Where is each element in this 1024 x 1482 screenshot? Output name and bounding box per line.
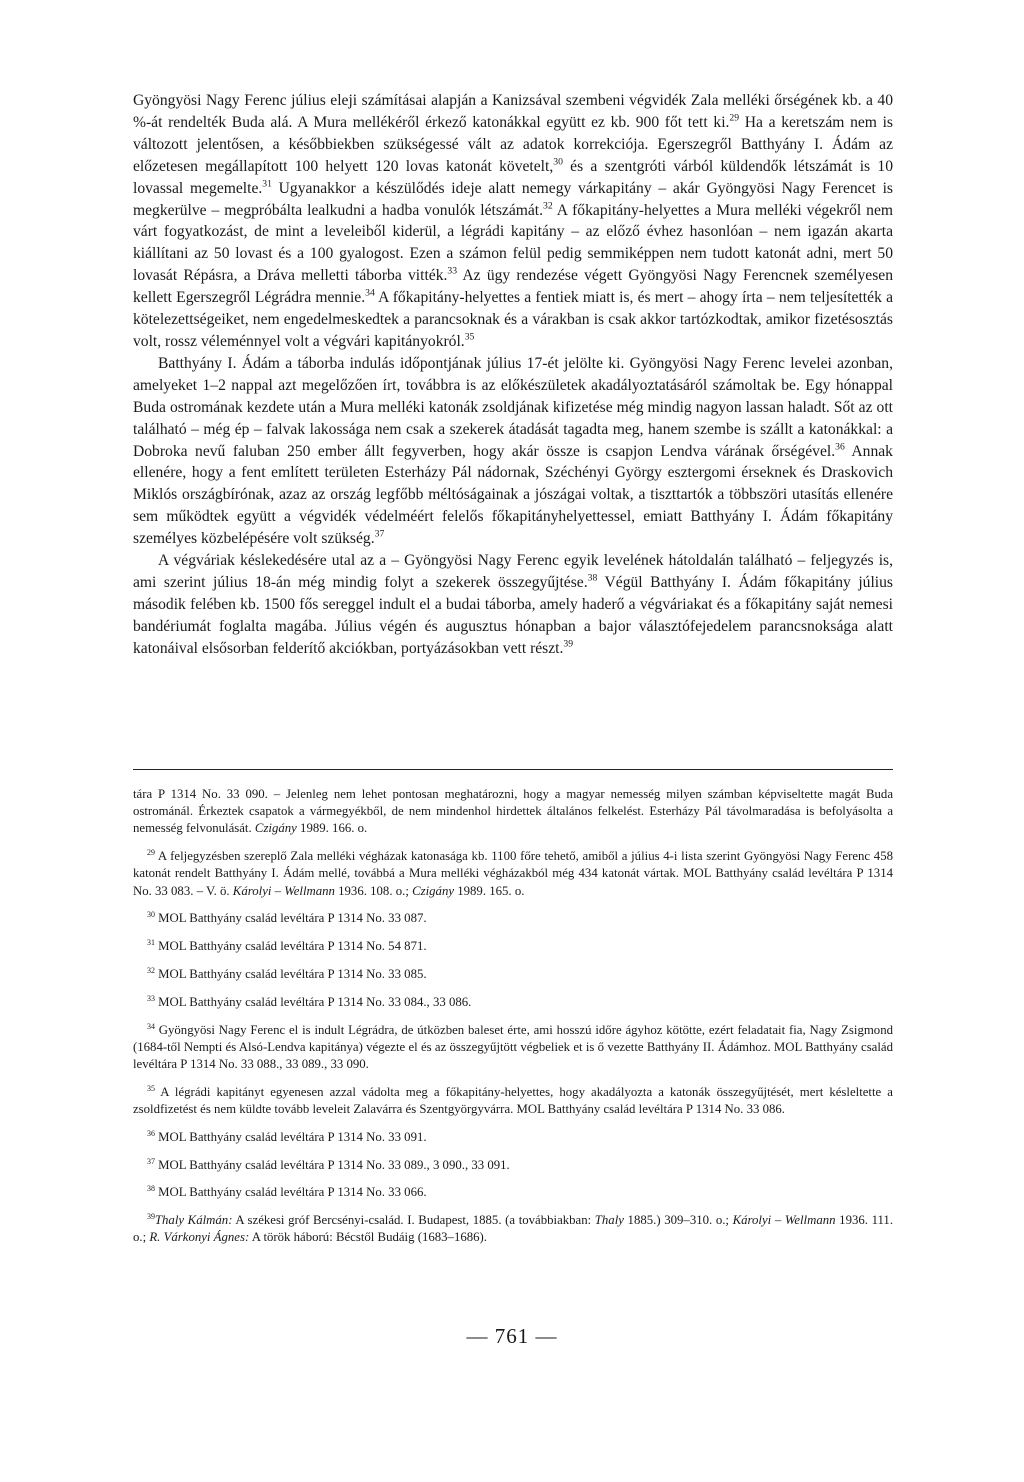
italic-ref: Czigány bbox=[254, 821, 297, 836]
footnote-35 bbox=[133, 1084, 893, 1118]
text-run: A végváriak késlekedésére utal az a – Gyöngyösi Nagy Ferenc egyik levelének hátoldalán található – feljegyzés is, ami szerint július 18-án még mindig folyt a szekerek összegyűjtése. bbox=[133, 552, 893, 591]
text-run: 1936. 111. o.; bbox=[133, 1213, 894, 1245]
paragraph-1 bbox=[133, 90, 893, 353]
text-run: Annak ellenére, hogy a fent említett területen Esterházy Pál nádornak, Széchényi György esztergomi érseknek és Draskovich Miklós országbírónak, azaz az ország legfőbb méltóságainak a jószágai voltak, a tiszttartók a többszöri utasítás ellenére sem működtek együtt a végvidék védelméért felelős főkapitányhelyettessel, emiatt Batthyány I. Ádám főkapitány személyes közbelépésére volt szükség. bbox=[133, 442, 893, 548]
footnote-32 bbox=[133, 966, 893, 983]
footnote-number: 36 bbox=[147, 1128, 155, 1138]
text-run: Ugyanakkor a készülődés ideje alatt nemegy várkapitány – akár Gyöngyösi Nagy Ferencet is megkerülve – megpróbálta lealkudni a hadba vonulók létszámát. bbox=[133, 179, 893, 219]
footnote-ref-39[interactable]: 39 bbox=[563, 638, 574, 650]
paragraph-2 bbox=[133, 353, 893, 550]
footnote-continuation bbox=[133, 786, 893, 838]
footnote-38 bbox=[133, 1184, 893, 1201]
text-run: 1989. 165. o. bbox=[454, 883, 525, 898]
text-run: A főkapitány-helyettes a fentiek miatt is, és mert – ahogy írta – nem teljesítették a kötelezettségeiket, nem engedelmeskedtek a parancsoknak és a várakban is csak akkor tartózkodtak, amikor fizetésosztás volt, rossz véleménnyel volt a végvári kapitányokról. bbox=[133, 289, 893, 350]
footnote-number: 35 bbox=[147, 1083, 155, 1093]
paragraph-3 bbox=[133, 550, 893, 660]
footnote-number: 31 bbox=[147, 938, 155, 948]
footnote-number: 39 bbox=[147, 1212, 155, 1222]
footnote-divider bbox=[133, 769, 893, 770]
text-run: A légrádi kapitányt egyenesen azzal vádolta meg a főkapitány-helyettes, hogy akadályozta a katonák összegyűjtését, mert késleltette a zsoldfizetést és nem küldte tovább leveleit Zalavárra és Szentgyörgyvárra. MOL Batthyány család levéltára P 1314 No. 33 086. bbox=[133, 1084, 893, 1116]
italic-ref: Károlyi – Wellmann bbox=[732, 1213, 836, 1228]
text-run: A főkapitány-helyettes a Mura melléki végekről nem várt fogyatkozást, de mint a leveleiből kiderül, a légrádi kapitány – az előző évhez hasonlóan – nem igazán akarta kiállítani az 50 lovast és a 100 gyalogost. Ezen a számon felül pedig semmiképpen nem tudott katonát adni, mert 50 lovasát Répásra, a Dráva melletti táborba vitték. bbox=[133, 201, 893, 285]
text-run: MOL Batthyány család levéltára P 1314 No. 33 091. bbox=[154, 1129, 427, 1144]
page-number: — 761 — bbox=[466, 1324, 558, 1348]
text-run: A feljegyzésben szereplő Zala melléki végházak katonasága kb. 1100 főre tehető, amiből a július 4-i lista szerint Gyöngyösi Nagy Ferenc 458 katonát rendelt Batthyány I. Ádám mellé, továbbá a Mura melléki végházakból még 434 katonát vártak. MOL Batthyány család levéltára P 1314 No. 33 083. – V. ö. bbox=[133, 849, 893, 898]
text-run: Végül Batthyány I. Ádám főkapitány július második felében kb. 1500 fős sereggel indult el a budai táborba, amely haderő a végváriakat és a főkapitány saját nemesi bandériumát foglalta magába. Július végén és augusztus hónapban a bajor választófejedelem parancsnoksága alatt katonáival elsősorban felderítő akciókban, portyázásokban vett részt. bbox=[133, 573, 893, 657]
italic-ref: Czigány bbox=[412, 883, 455, 898]
footnote-number: 33 bbox=[147, 993, 155, 1003]
text-run: Az ügy rendezése végett Gyöngyösi Nagy Ferencnek személyesen kellett Egerszegről Légrádra mennie. bbox=[133, 267, 894, 307]
footnote-number: 29 bbox=[147, 848, 155, 858]
text-run: Gyöngyösi Nagy Ferenc el is indult Légrádra, de útközben baleset érte, ami hosszú időre ágyhoz kötötte, ezért feladatait fia, Nagy Zsigmond (1684-től Nempti és Alsó-Lendva kapitánya) végezte el és az összegyűjtött végbeliek et is ő vezette Batthyány II. Ádámhoz. MOL Batthyány család levéltára P 1314 No. 33 088., 33 089., 33 090. bbox=[133, 1022, 893, 1071]
text-run: MOL Batthyány család levéltára P 1314 No. 33 085. bbox=[154, 967, 427, 981]
footnote-number: 30 bbox=[147, 910, 155, 920]
footnote-ref-36[interactable]: 36 bbox=[835, 441, 845, 453]
footnote-37 bbox=[133, 1157, 893, 1174]
text-run: MOL Batthyány család levéltára P 1314 No. 33 084., 33 086. bbox=[154, 994, 472, 1009]
footnote-ref-30[interactable]: 30 bbox=[553, 156, 563, 168]
footnote-number: 37 bbox=[147, 1156, 155, 1166]
footnotes bbox=[133, 786, 893, 1247]
italic-ref: R. Várkonyi Ágnes: bbox=[149, 1230, 250, 1245]
footnote-ref-34[interactable]: 34 bbox=[365, 287, 375, 299]
main-text bbox=[133, 90, 893, 660]
footnote-ref-37[interactable]: 37 bbox=[374, 528, 385, 540]
text-run: 1936. 108. o.; bbox=[334, 883, 413, 898]
footnote-ref-31[interactable]: 31 bbox=[262, 178, 272, 190]
footnote-ref-33[interactable]: 33 bbox=[447, 265, 458, 277]
footnote-34 bbox=[133, 1022, 893, 1074]
footnote-ref-32[interactable]: 32 bbox=[543, 200, 553, 212]
text-run: Gyöngyösi Nagy Ferenc július eleji számításai alapján a Kanizsával szembeni végvidék Zala melléki őrségének kb. a 40 %-át rendelték Buda alá. A Mura mellékéről érkező katonákkal együtt ez kb. 900 főt tett ki. bbox=[133, 92, 893, 131]
footnote-number: 34 bbox=[147, 1021, 155, 1031]
text-run: MOL Batthyány család levéltára P 1314 No. 33 087. bbox=[154, 911, 427, 926]
footnote-29 bbox=[133, 848, 893, 900]
text-run: MOL Batthyány család levéltára P 1314 No. 54 871. bbox=[154, 939, 427, 954]
text-run: tára P 1314 No. 33 090. – Jelenleg nem lehet pontosan meghatározni, hogy a magyar nemesség milyen számban képviseltette magát Buda ostrománál. Érkeztek csapatok a vármegyékből, de nem mindenhol hirdettek általános felkelést. Esterházy Pál távolmaradása is befolyásolta a nemesség felvonulását. bbox=[133, 787, 893, 836]
text-run: A török háború: Bécstől Budáig (1683–1686). bbox=[249, 1230, 488, 1245]
footnote-ref-38[interactable]: 38 bbox=[587, 572, 598, 584]
text-run: MOL Batthyány család levéltára P 1314 No. 33 089., 3 090., 33 091. bbox=[154, 1157, 510, 1172]
footnote-39 bbox=[133, 1212, 893, 1246]
text-run: Ha a keretszám nem is változott jelentősen, a későbbiekben szükségessé vált az adatok korrekciója. Egerszegről Batthyány I. Ádám az előzetesen megállapított 100 helyett 120 lovas katonát követelt, bbox=[133, 113, 893, 175]
italic-ref: Thaly bbox=[594, 1213, 624, 1228]
italic-ref: Thaly Kálmán: bbox=[154, 1213, 233, 1228]
footnote-31 bbox=[133, 938, 893, 955]
text-run: 1885.) 309–310. o.; bbox=[623, 1213, 733, 1228]
text-run: MOL Batthyány család levéltára P 1314 No. 33 066. bbox=[154, 1185, 427, 1200]
text-run: A székesi gróf Bercsényi-család. I. Budapest, 1885. (a továbbiakban: bbox=[232, 1213, 595, 1228]
text-run: Batthyány I. Ádám a táborba indulás időpontjának július 17-ét jelölte ki. Gyöngyösi Nagy Ferenc levelei azonban, amelyeket 1–2 nappal azt megelőzően írt, továbbra is az előkészületek akadályoztatásáról számoltak be. Egy hónappal Buda ostromának kezdete után a Mura melléki katonák zsoldjának kifizetése még mindig nagyon lassan haladt. Sőt az ott található – még ép – falvak lakossága nem csak a szekerek átadását tagadta meg, hanem szembe is szállt a katonákkal: a Dobroka nevű faluban 250 ember állt fegyverben, hogy akár össze is csapjon Lendva várának őrségével. bbox=[133, 354, 893, 460]
footnote-number: 32 bbox=[147, 965, 155, 975]
footnote-ref-29[interactable]: 29 bbox=[729, 112, 740, 124]
footnote-36 bbox=[133, 1129, 893, 1146]
footnote-33 bbox=[133, 994, 893, 1011]
text-run: és a szentgróti várból küldendők létszámát is 10 lovassal megemelte. bbox=[133, 157, 893, 197]
footnote-30 bbox=[133, 910, 893, 927]
footnote-ref-35[interactable]: 35 bbox=[464, 331, 475, 343]
footnote-number: 38 bbox=[147, 1184, 155, 1194]
text-run: 1989. 166. o. bbox=[296, 821, 368, 836]
italic-ref: Károlyi – Wellmann bbox=[232, 883, 335, 898]
